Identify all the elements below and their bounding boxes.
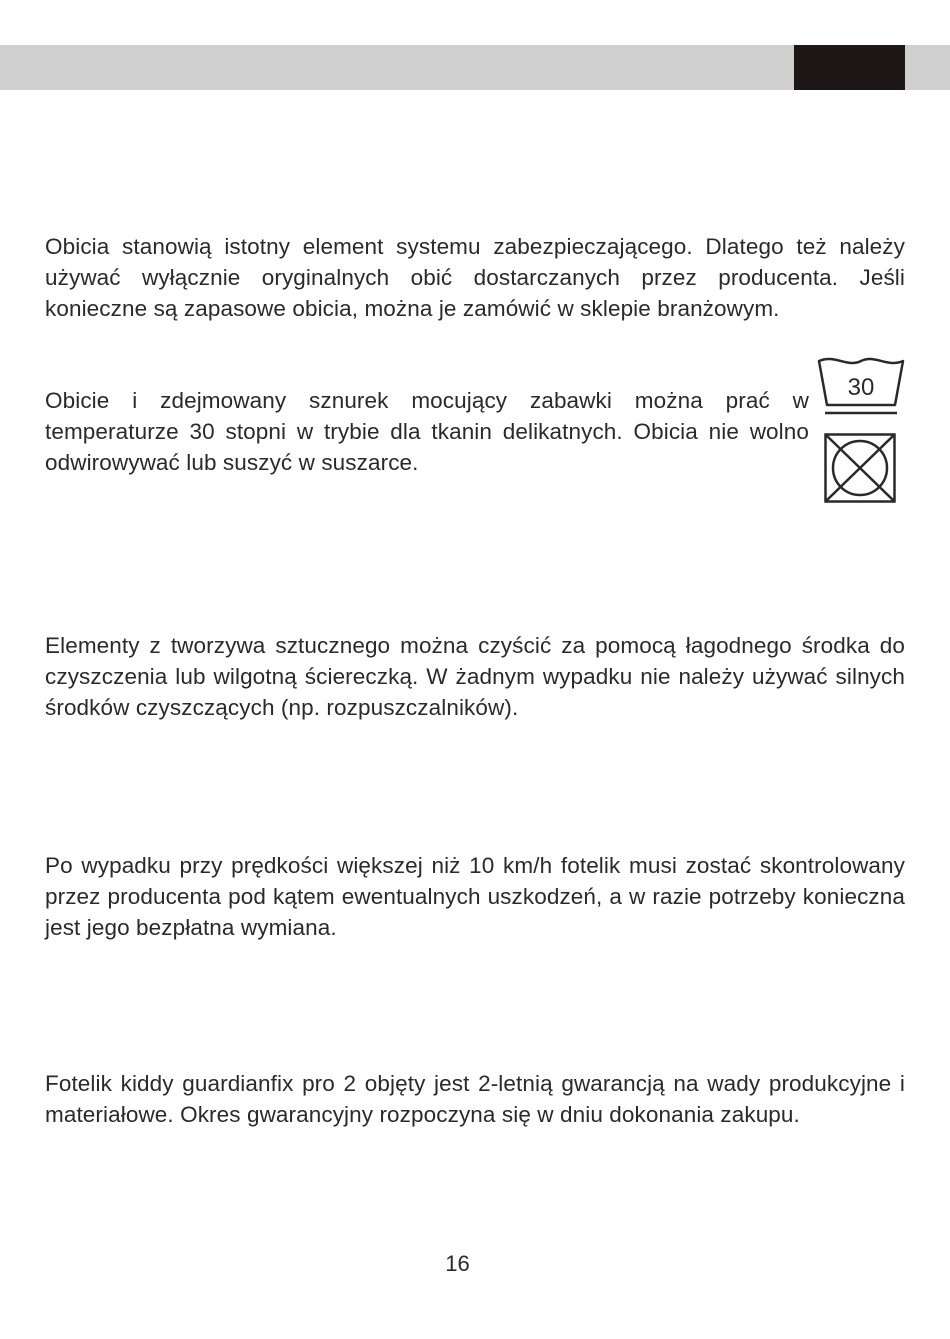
paragraph-plastic-cleaning: Elementy z tworzywa sztucznego można czyścić za pomocą łagodnego środka do czyszczenia lub wilgotną ściereczką. W żadnym wypadku nie należy używać silnych środków czyszczących (np. rozpuszczalników). [45, 633, 905, 720]
paragraph-after-accident: Po wypadku przy prędkości większej niż 10 km/h fotelik musi zostać skontrolowany przez producenta pod kątem ewentualnych uszkodzeń, a w razie potrzeby konieczna jest jego bezpłatna wymiana. [45, 853, 905, 940]
header-tab [794, 45, 905, 90]
paragraph-covers-replacement: Obicia stanowią istotny element systemu zabezpieczającego. Dlatego też należy używać wyłącznie oryginalnych obić dostarczanych przez producenta. Jeśli konieczne są zapasowe obicia, można je zamówić w sklepie branżowym. [45, 234, 905, 321]
paragraph-washing: Obicie i zdejmowany sznurek mocujący zabawki można prać w temperaturze 30 stopni w trybie dla tkanin delikatnych. Obicia nie wolno odwirowywać lub suszyć w suszarce. [45, 388, 809, 475]
wash-temperature-label: 30 [847, 374, 875, 401]
paragraph-warranty: Fotelik kiddy guardianfix pro 2 objęty jest 2-letnią gwarancją na wady produkcyjne i materiałowe. Okres gwarancyjny rozpoczyna się w dniu dokonania zakupu. [45, 1071, 905, 1127]
page-number: 16 [445, 1251, 470, 1276]
do-not-tumble-dry-icon [823, 432, 897, 504]
wash-30-delicate-icon [815, 353, 907, 419]
